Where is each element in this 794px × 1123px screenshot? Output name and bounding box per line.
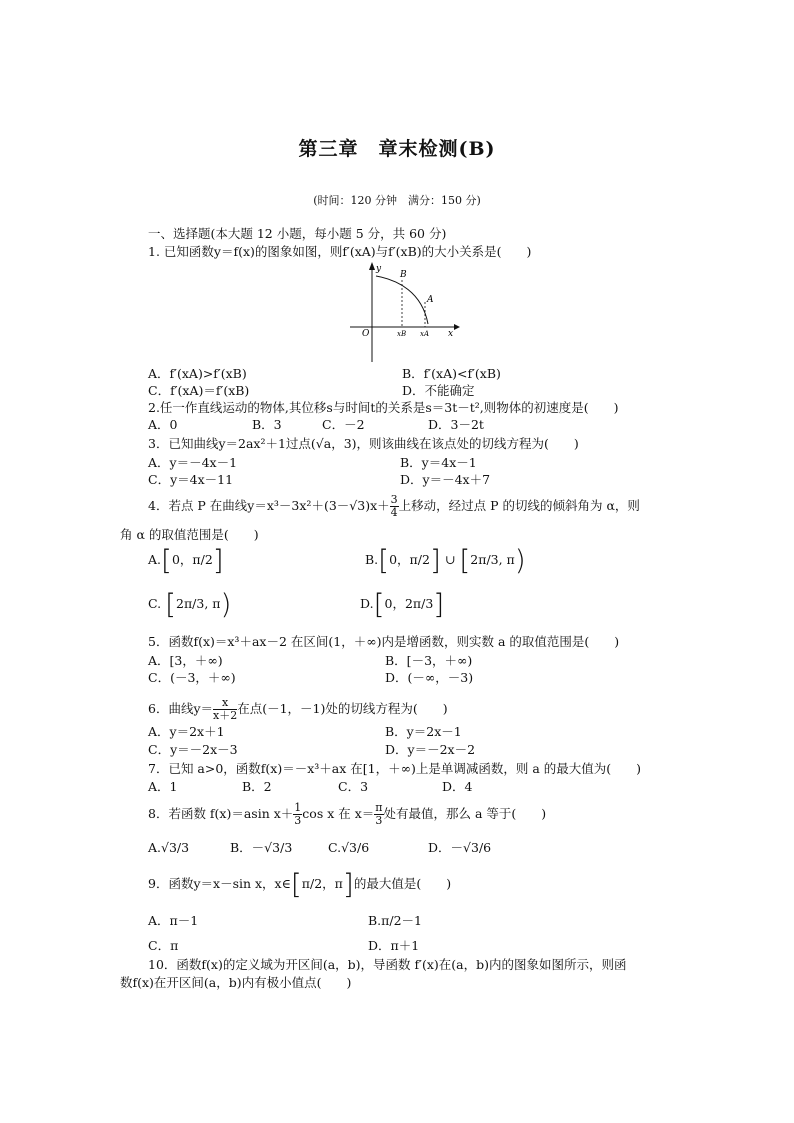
q4-frac-num: 3	[390, 493, 398, 506]
q4-b-body2: 2π/3, π	[470, 552, 515, 567]
q3-option-a: A．y＝－4x－1	[148, 455, 238, 470]
q6-option-a: A．y＝2x＋1	[148, 724, 225, 739]
q3-option-b: B．y＝4x－1	[400, 455, 477, 470]
q2-option-b: B．3	[252, 417, 282, 432]
q4-a-label: A.	[148, 552, 162, 567]
q10-stem-line1: 10．函数f(x)的定义域为开区间(a，b)，导函数 f′(x)在(a，b)内的图象如图所示，则函	[148, 957, 627, 972]
q2-option-d: D．3－2t	[428, 417, 484, 432]
q8-f1-num: 1	[294, 801, 302, 814]
q8-stem-mid: cos x 在 x＝	[302, 806, 375, 821]
q4-b-union: ∪	[444, 552, 456, 567]
exam-meta: (时间：120 分钟 满分：150 分)	[313, 194, 481, 207]
q9-stem-post: 的最大值是( )	[353, 876, 452, 891]
q4-option-d: D.[0，2π/3]	[360, 587, 445, 621]
q5-option-c: C．(－3，＋∞)	[148, 670, 236, 685]
q9-option-b: B.π/2－1	[368, 913, 422, 928]
q1-option-d: D．不能确定	[402, 383, 475, 398]
q8-stem-pre: 8．若函数 f(x)＝asin x＋	[148, 806, 294, 821]
graph-origin-label: O	[362, 329, 370, 339]
q2-option-c: C．－2	[322, 417, 365, 432]
graph-y-label: y	[376, 264, 382, 274]
q7-option-d: D．4	[442, 779, 473, 794]
q6-option-d: D．y＝－2x－2	[385, 742, 476, 757]
q4-stem-post: 上移动，经过点 P 的切线的倾斜角为 α，则	[398, 498, 640, 513]
q3-option-c: C．y＝4x－11	[148, 472, 234, 487]
q6-frac-num: x	[213, 697, 237, 710]
q8-option-d: D．－√3/6	[428, 840, 492, 855]
q6-stem-pre: 6．曲线y＝	[148, 701, 214, 716]
q9-interval: π/2，π	[301, 876, 343, 891]
q5-option-a: A．[3，＋∞)	[148, 653, 223, 668]
q6-option-c: C．y＝－2x－3	[148, 742, 238, 757]
point-b-label: B	[400, 270, 407, 280]
q8-option-b: B．－√3/3	[230, 840, 293, 855]
q8-stem-post: 处有最值，那么 a 等于( )	[383, 806, 547, 821]
q2-option-a: A．0	[148, 417, 178, 432]
q4-b-label: B.	[365, 552, 379, 567]
q4-option-a: A.[0，π/2]	[148, 543, 224, 577]
q3-option-d: D．y＝－4x＋7	[400, 472, 491, 487]
q4-stem	[148, 494, 640, 519]
q4-frac-den: 4	[390, 506, 398, 519]
q4-d-body: 0，2π/3	[384, 596, 434, 611]
q9-stem: 9．函数y＝x－sin x，x∈[π/2，π]的最大值是( )	[148, 867, 452, 901]
y-axis-arrow	[369, 262, 375, 270]
q9-stem-pre: 9．函数y＝x－sin x，x∈	[148, 876, 291, 891]
q2-stem: 2.任一作直线运动的物体,其位移s与时间t的关系是s＝3t－t²,则物体的初速度是( )	[148, 400, 619, 415]
q5-option-b: B．[－3，＋∞)	[385, 653, 473, 668]
q1-stem: 1. 已知函数y＝f(x)的图象如图，则f′(xA)与f′(xB)的大小关系是( )	[148, 244, 532, 259]
q4-option-c: C. [2π/3, π)	[148, 587, 232, 621]
q8-fraction-1	[293, 802, 302, 827]
graph-x-label: x	[448, 329, 454, 339]
q9-option-a: A．π－1	[148, 913, 199, 928]
q8-f1-den: 3	[294, 814, 302, 827]
q4-stem-pre: 4．若点 P 在曲线y＝x³－3x²＋(3－√3)x＋	[148, 498, 390, 513]
q4-c-body: 2π/3, π	[176, 596, 221, 611]
page-title: 第三章 章末检测(B)	[298, 138, 496, 160]
q7-option-b: B．2	[242, 779, 272, 794]
q4-d-label: D.	[360, 596, 374, 611]
q9-option-d: D．π＋1	[368, 938, 420, 953]
q4-b-body1: 0，π/2	[389, 552, 430, 567]
q8-option-a: A.√3/3	[148, 840, 190, 855]
q1-option-c: C．f′(xA)＝f′(xB)	[148, 383, 250, 398]
q8-fraction-2	[374, 802, 383, 827]
q8-stem	[148, 802, 546, 827]
q7-option-a: A．1	[148, 779, 178, 794]
q5-option-d: D．(－∞，－3)	[385, 670, 474, 685]
q10-stem-line2: 数f(x)在开区间(a，b)内有极小值点( )	[120, 975, 352, 990]
point-a-label: A	[427, 295, 434, 305]
q4-a-body: 0，π/2	[171, 552, 213, 567]
q6-fraction	[213, 697, 237, 722]
q9-option-c: C．π	[148, 938, 179, 953]
q7-stem: 7．已知 a>0，函数f(x)＝－x³＋ax 在[1，＋∞)上是单调减函数，则 a 的最大值为( )	[148, 761, 642, 776]
x-axis-arrow	[454, 324, 460, 330]
xb-label: xB	[397, 330, 407, 338]
q4-stem-line2: 角 α 的取值范围是( )	[120, 527, 259, 542]
q8-f2-num: π	[375, 801, 383, 814]
q8-f2-den: 3	[375, 814, 383, 827]
q5-stem: 5．函数f(x)＝x³＋ax－2 在区间(1，＋∞)内是增函数，则实数 a 的取值范围是( )	[148, 634, 620, 649]
q6-frac-den: x＋2	[213, 709, 238, 722]
q6-option-b: B．y＝2x－1	[385, 724, 462, 739]
q3-stem: 3．已知曲线y＝2ax²＋1过点(√a，3)，则该曲线在该点处的切线方程为( )	[148, 436, 579, 451]
section-heading: 一、选择题(本大题 12 小题，每小题 5 分，共 60 分)	[148, 226, 447, 241]
q8-option-c: C.√3/6	[328, 840, 370, 855]
q7-option-c: C．3	[338, 779, 369, 794]
q1-option-b: B．f′(xA)<f′(xB)	[402, 366, 501, 381]
q4-fraction	[390, 494, 399, 519]
q4-option-b: B.[0，π/2] ∪ [2π/3, π)	[365, 543, 526, 577]
q4-c-label: C.	[148, 596, 162, 611]
q1-function-graph	[350, 262, 460, 364]
xa-label: xA	[420, 330, 430, 338]
q6-stem-post: 在点(－1，－1)处的切线方程为( )	[237, 701, 448, 716]
q1-option-a: A．f′(xA)>f′(xB)	[148, 366, 247, 381]
q6-stem	[148, 697, 448, 722]
